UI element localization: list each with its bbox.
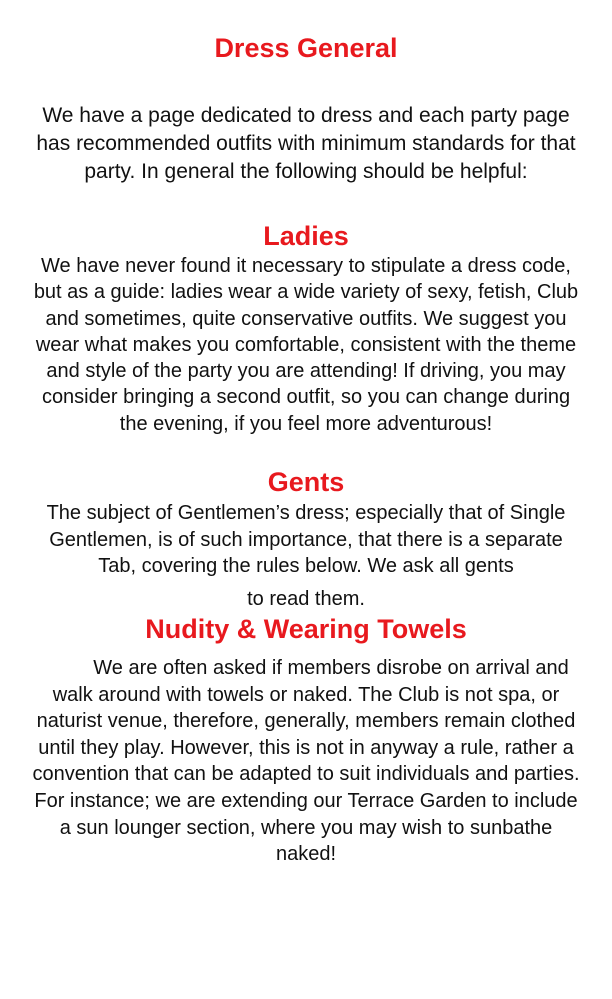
ladies-text: We have never found it necessary to stipulate a dress code, but as a guide: ladies wear a wide variety of sexy, fetish, Club and sometimes, quite conservative outfits. We suggest you wear what makes you comfortable, consistent with the theme and style of the party you are attending! If driving, you may consider bringing a second outfit, so you can change during the evening, if you feel more adventurous! [33, 255, 579, 435]
ladies-heading: Ladies [263, 221, 349, 251]
nudity-towels-text [30, 655, 582, 868]
dress-general-heading: Dress General [214, 33, 398, 63]
gents-text-main: The subject of Gentlemen’s dress; especially that of Single Gentlemen, is of such importance, that there is a separate Tab, covering the rules below. We ask all gents [46, 502, 566, 577]
gents-text-end: to read them. [247, 587, 365, 610]
dress-general-text: We have a page dedicated to dress and each party page has recommended outfits with minimum standards for that party. In general the following should be helpful: [36, 104, 576, 183]
gents-text [28, 500, 584, 612]
gents-heading: Gents [267, 467, 345, 497]
nudity-towels-text-body: We are often asked if members disrobe on arrival and walk around with towels or naked. The Club is not spa, or naturist venue, therefore, generally, members remain clothed until they play. However, this is not in anyway a rule, rather a convention that can be adapted to suit individuals and parties. For instance; we are extending our Terrace Garden to include a sun lounger section, where you may wish to sunbathe naked! [32, 657, 580, 866]
nudity-towels-heading: Nudity & Wearing Towels [145, 614, 467, 644]
